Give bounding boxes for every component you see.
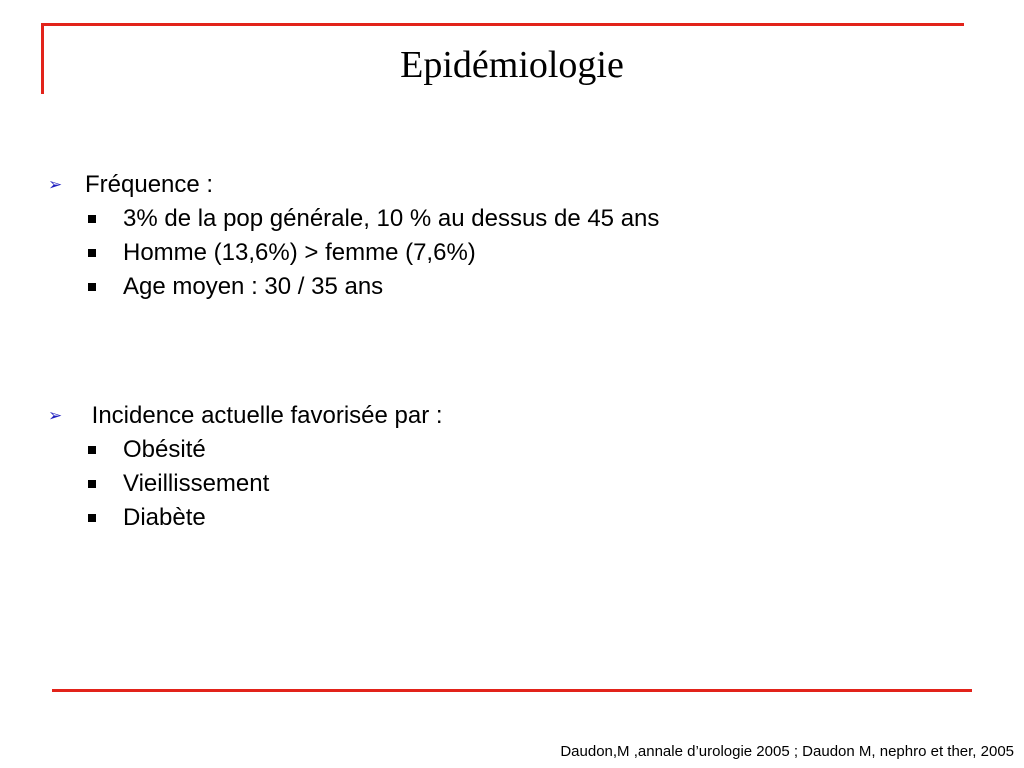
slide-title: Epidémiologie [400, 44, 624, 86]
square-bullet-icon [88, 283, 96, 291]
list-item [48, 433, 988, 467]
section-heading-text: Fréquence : [85, 171, 214, 198]
square-bullet-icon [88, 446, 96, 454]
bottom-frame-line [52, 689, 972, 692]
list-item-text: Obésité [123, 436, 206, 463]
arrow-bullet-icon: ➢ [48, 175, 63, 194]
list-item-text: Vieillissement [123, 470, 270, 497]
citation: Daudon,M ,annale d’urologie 2005 ; Daudon M, nephro et ther, 2005 [560, 743, 1014, 760]
list-item-text: 3% de la pop générale, 10 % au dessus de 45 ans [123, 205, 660, 232]
arrow-bullet-icon: ➢ [48, 406, 63, 425]
list-item [48, 467, 988, 501]
section-frequence [48, 168, 988, 304]
top-frame-line [41, 23, 964, 26]
list-item-text: Age moyen : 30 / 35 ans [123, 273, 384, 300]
section-heading-text: Incidence actuelle favorisée par : [85, 402, 443, 429]
list-item [48, 202, 988, 236]
square-bullet-icon [88, 480, 96, 488]
list-item-text: Homme (13,6%) > femme (7,6%) [123, 239, 476, 266]
list-item [48, 236, 988, 270]
list-item [48, 270, 988, 304]
square-bullet-icon [88, 249, 96, 257]
square-bullet-icon [88, 514, 96, 522]
square-bullet-icon [88, 215, 96, 223]
section-heading [48, 168, 988, 202]
section-heading [48, 399, 988, 433]
list-item [48, 501, 988, 535]
list-item-text: Diabète [123, 504, 206, 531]
section-incidence [48, 399, 988, 535]
